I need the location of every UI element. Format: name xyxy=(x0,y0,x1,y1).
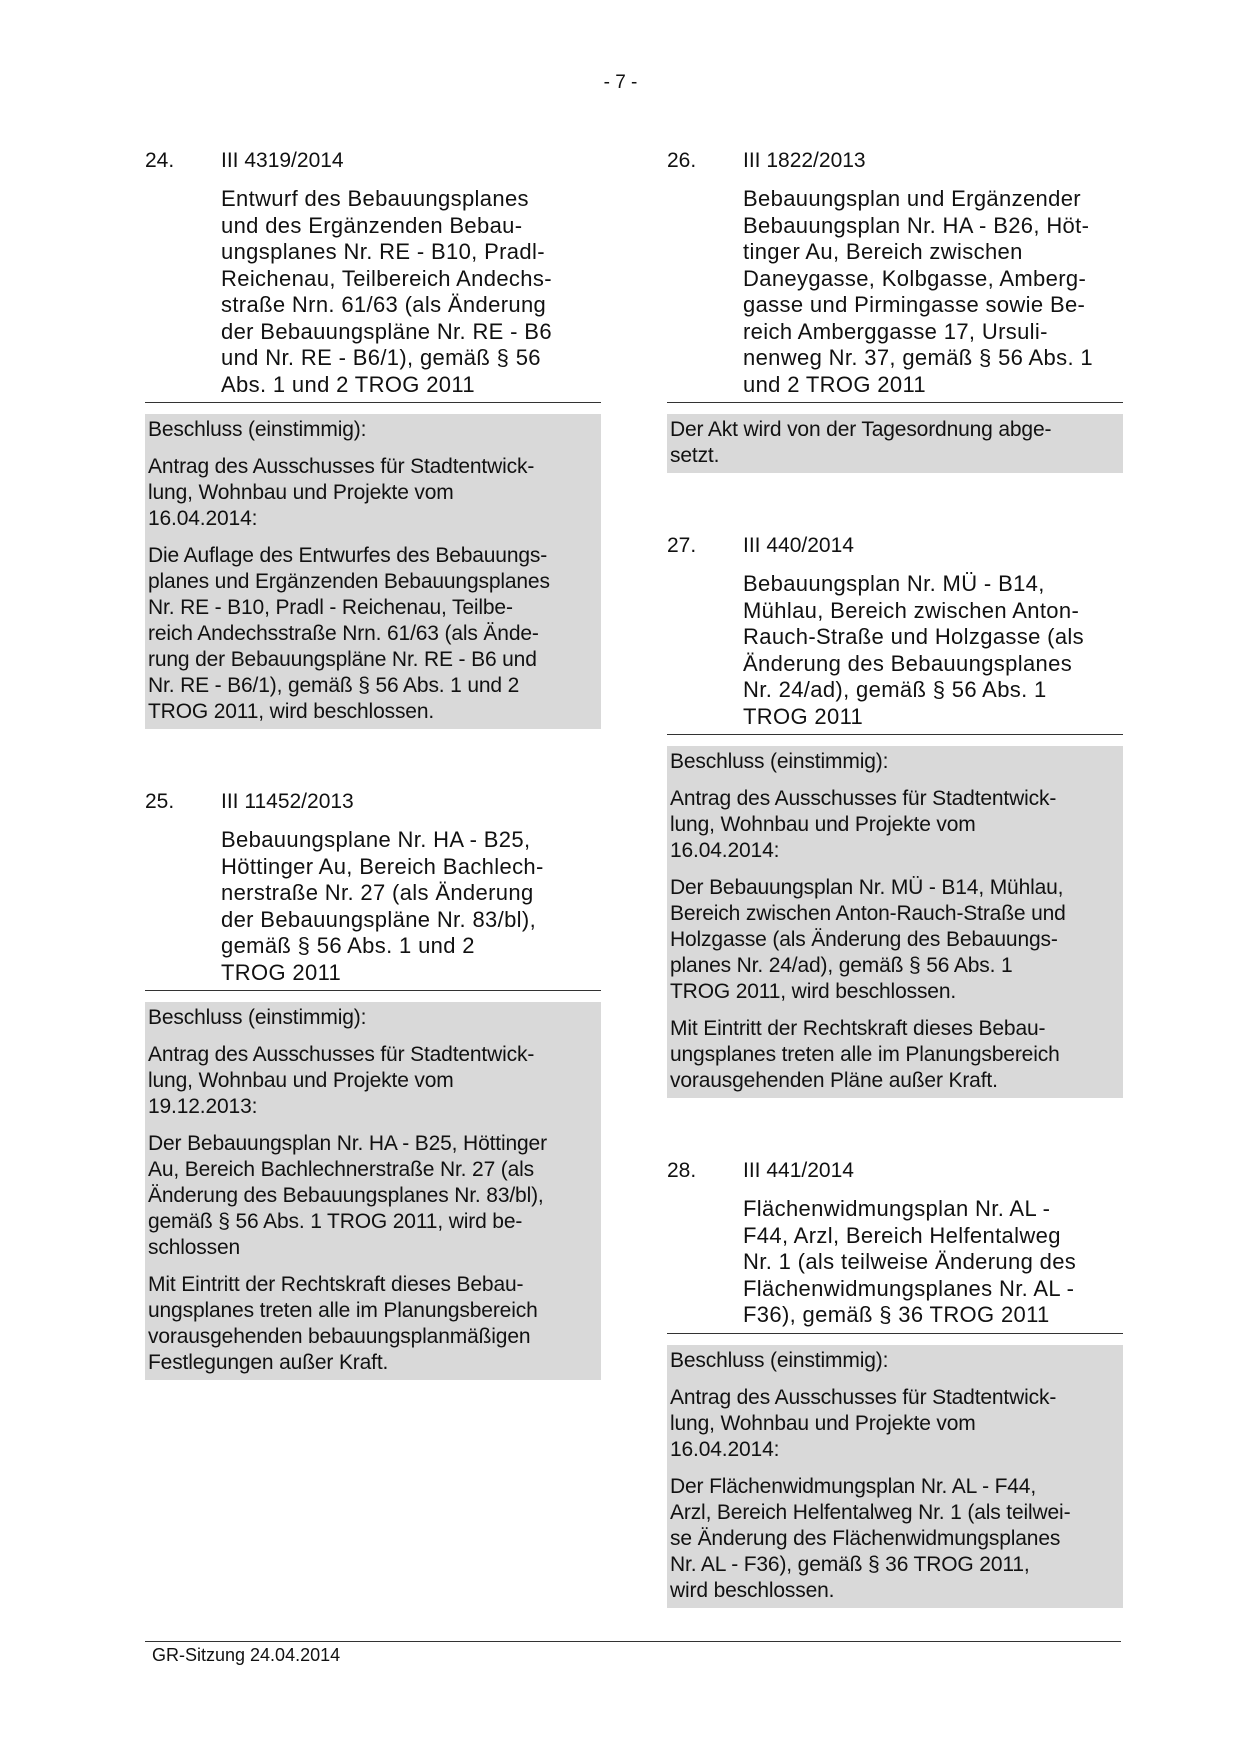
title-line: Abs. 1 und 2 TROG 2011 xyxy=(221,371,475,397)
title-line: Bebauungsplane Nr. HA - B25, xyxy=(221,827,531,852)
paragraph-line: Antrag des Ausschusses für Stadtentwick- xyxy=(148,455,535,478)
title-line: TROG 2011 xyxy=(221,959,342,985)
paragraph-line: Beschluss (einstimmig): xyxy=(670,750,889,773)
resolution-paragraph xyxy=(148,417,598,443)
resolution-paragraph xyxy=(148,1131,598,1261)
agenda-item xyxy=(667,533,1123,1098)
title-line: und 2 TROG 2011 xyxy=(743,371,926,397)
title-line: und des Ergänzenden Bebau- xyxy=(221,212,523,238)
title-line: F44, Arzl, Bereich Helfentalweg xyxy=(743,1222,1061,1248)
paragraph-line: se Änderung des Flächenwidmungsplanes xyxy=(670,1526,1061,1550)
title-line: Mühlau, Bereich zwischen Anton- xyxy=(743,597,1080,623)
paragraph-line: Beschluss (einstimmig): xyxy=(148,418,367,441)
item-number: 24. xyxy=(145,149,175,172)
item-title xyxy=(221,186,601,400)
item-title xyxy=(743,1196,1123,1331)
title-line: gasse und Pirmingasse sowie Be- xyxy=(743,292,1086,317)
paragraph-line: Mit Eintritt der Rechtskraft dieses Bebau- xyxy=(670,1017,1046,1040)
paragraph-line: lung, Wohnbau und Projekte vom xyxy=(148,1069,454,1092)
title-line: Bebauungsplan Nr. MÜ - B14, xyxy=(743,571,1045,596)
paragraph-line: Bereich zwischen Anton-Rauch-Straße und xyxy=(670,902,1066,925)
paragraph-line: Der Bebauungsplan Nr. HA - B25, Höttinger xyxy=(148,1132,547,1155)
title-line: reich Amberggasse 17, Ursuli- xyxy=(743,318,1048,344)
paragraph-line: 16.04.2014: xyxy=(670,1437,780,1461)
title-line: straße Nrn. 61/63 (als Änderung xyxy=(221,292,547,317)
item-title xyxy=(743,571,1123,732)
paragraph-line: Arzl, Bereich Helfentalweg Nr. 1 (als teilwei- xyxy=(670,1500,1071,1524)
resolution-paragraph xyxy=(148,1272,598,1376)
item-number: 27. xyxy=(667,534,697,557)
item-reference: III 11452/2013 xyxy=(221,790,354,813)
item-reference: III 4319/2014 xyxy=(221,149,344,172)
paragraph-line: Nr. RE - B10, Pradl - Reichenau, Teilbe- xyxy=(148,596,513,619)
title-line: tinger Au, Bereich zwischen xyxy=(743,239,1023,264)
resolution-paragraph xyxy=(670,417,1120,469)
paragraph-line: gemäß § 56 Abs. 1 TROG 2011, wird be- xyxy=(148,1210,523,1233)
agenda-item xyxy=(145,789,601,1380)
resolution-paragraph xyxy=(670,749,1120,775)
item-header xyxy=(667,148,1123,174)
item-divider xyxy=(667,402,1123,403)
paragraph-line: 16.04.2014: xyxy=(148,507,258,530)
paragraph-line: setzt. xyxy=(670,444,720,467)
resolution-paragraph xyxy=(148,1005,598,1031)
paragraph-line: Festlegungen außer Kraft. xyxy=(148,1351,389,1374)
paragraph-line: Nr. RE - B6/1), gemäß § 56 Abs. 1 und 2 xyxy=(148,674,520,697)
title-line: Flächenwidmungsplanes Nr. AL - xyxy=(743,1275,1075,1301)
agenda-item xyxy=(667,1158,1123,1608)
resolution-box xyxy=(145,414,601,729)
resolution-paragraph xyxy=(670,1474,1120,1604)
right-column xyxy=(667,148,1123,1668)
paragraph-line: lung, Wohnbau und Projekte vom xyxy=(670,813,976,836)
paragraph-line: Au, Bereich Bachlechnerstraße Nr. 27 (als xyxy=(148,1158,535,1181)
paragraph-line: Änderung des Bebauungsplanes Nr. 83/bl), xyxy=(148,1184,544,1207)
title-line: Bebauungsplan und Ergänzender xyxy=(743,186,1081,211)
item-header xyxy=(667,533,1123,559)
paragraph-line: TROG 2011, wird beschlossen. xyxy=(148,700,435,723)
title-line: Rauch-Straße und Holzgasse (als xyxy=(743,624,1085,649)
resolution-box xyxy=(667,746,1123,1098)
item-number: 25. xyxy=(145,790,175,813)
title-line: der Bebauungspläne Nr. 83/bl), xyxy=(221,906,537,932)
resolution-paragraph xyxy=(148,454,598,532)
agenda-item xyxy=(145,148,601,729)
paragraph-line: wird beschlossen. xyxy=(670,1578,835,1602)
item-header xyxy=(667,1158,1123,1184)
paragraph-line: planes und Ergänzenden Bebauungsplanes xyxy=(148,570,550,593)
resolution-paragraph xyxy=(670,875,1120,1005)
item-title xyxy=(743,186,1123,400)
item-title xyxy=(221,827,601,988)
item-divider xyxy=(667,1333,1123,1334)
title-line: Daneygasse, Kolbgasse, Amberg- xyxy=(743,265,1087,291)
paragraph-line: Beschluss (einstimmig): xyxy=(670,1348,889,1372)
item-header xyxy=(145,148,601,174)
item-header xyxy=(145,789,601,815)
agenda-item xyxy=(667,148,1123,473)
resolution-paragraph xyxy=(670,1016,1120,1094)
paragraph-line: Beschluss (einstimmig): xyxy=(148,1006,367,1029)
item-reference: III 440/2014 xyxy=(743,534,854,557)
paragraph-line: vorausgehenden Pläne außer Kraft. xyxy=(670,1069,998,1092)
paragraph-line: Holzgasse (als Änderung des Bebauungs- xyxy=(670,928,1058,951)
paragraph-line: Nr. AL - F36), gemäß § 36 TROG 2011, xyxy=(670,1552,1030,1576)
resolution-box xyxy=(667,414,1123,473)
resolution-paragraph xyxy=(670,1348,1120,1374)
title-line: Nr. 1 (als teilweise Änderung des xyxy=(743,1249,1077,1274)
item-divider xyxy=(145,402,601,403)
paragraph-line: lung, Wohnbau und Projekte vom xyxy=(670,1411,976,1435)
resolution-paragraph xyxy=(148,543,598,725)
footer-divider xyxy=(145,1641,1121,1642)
item-reference: III 1822/2013 xyxy=(743,149,866,172)
item-divider xyxy=(145,990,601,991)
paragraph-line: TROG 2011, wird beschlossen. xyxy=(670,980,957,1003)
paragraph-line: Die Auflage des Entwurfes des Bebauungs- xyxy=(148,544,548,567)
paragraph-line: Der Flächenwidmungsplan Nr. AL - F44, xyxy=(670,1474,1037,1498)
paragraph-line: rung der Bebauungspläne Nr. RE - B6 und xyxy=(148,648,537,671)
paragraph-line: Antrag des Ausschusses für Stadtentwick- xyxy=(670,787,1057,810)
title-line: ungsplanes Nr. RE - B10, Pradl- xyxy=(221,239,545,264)
title-line: Bebauungsplan Nr. HA - B26, Höt- xyxy=(743,212,1090,238)
paragraph-line: Mit Eintritt der Rechtskraft dieses Bebau- xyxy=(148,1273,524,1296)
title-line: Reichenau, Teilbereich Andechs- xyxy=(221,265,552,291)
title-line: TROG 2011 xyxy=(743,703,864,729)
page-number: - 7 - xyxy=(603,72,638,93)
resolution-paragraph xyxy=(670,1385,1120,1463)
paragraph-line: lung, Wohnbau und Projekte vom xyxy=(148,481,454,504)
paragraph-line: 16.04.2014: xyxy=(670,839,780,862)
resolution-paragraph xyxy=(148,1042,598,1120)
paragraph-line: ungsplanes treten alle im Planungsbereich xyxy=(148,1299,538,1322)
left-column xyxy=(145,148,601,1440)
paragraph-line: Antrag des Ausschusses für Stadtentwick- xyxy=(670,1385,1057,1409)
title-line: und Nr. RE - B6/1), gemäß § 56 xyxy=(221,345,541,370)
paragraph-line: vorausgehenden bebauungsplanmäßigen xyxy=(148,1325,531,1348)
paragraph-line: 19.12.2013: xyxy=(148,1095,258,1118)
item-number: 26. xyxy=(667,149,697,172)
title-line: Flächenwidmungsplan Nr. AL - xyxy=(743,1196,1051,1221)
title-line: nerstraße Nr. 27 (als Änderung xyxy=(221,880,534,905)
item-reference: III 441/2014 xyxy=(743,1159,854,1182)
paragraph-line: Antrag des Ausschusses für Stadtentwick- xyxy=(148,1043,535,1066)
title-line: gemäß § 56 Abs. 1 und 2 xyxy=(221,933,475,958)
footer-session-date: GR-Sitzung 24.04.2014 xyxy=(152,1645,341,1665)
item-divider xyxy=(667,734,1123,735)
title-line: F36), gemäß § 36 TROG 2011 xyxy=(743,1302,1050,1327)
resolution-paragraph xyxy=(670,786,1120,864)
title-line: der Bebauungspläne Nr. RE - B6 xyxy=(221,318,552,344)
paragraph-line: reich Andechsstraße Nrn. 61/63 (als Ände- xyxy=(148,622,539,645)
title-line: Änderung des Bebauungsplanes xyxy=(743,650,1073,676)
resolution-box xyxy=(667,1345,1123,1608)
title-line: Höttinger Au, Bereich Bachlech- xyxy=(221,853,544,879)
title-line: nenweg Nr. 37, gemäß § 56 Abs. 1 xyxy=(743,345,1093,370)
paragraph-line: planes Nr. 24/ad), gemäß § 56 Abs. 1 xyxy=(670,954,1013,977)
item-number: 28. xyxy=(667,1159,697,1182)
paragraph-line: schlossen xyxy=(148,1236,241,1259)
title-line: Nr. 24/ad), gemäß § 56 Abs. 1 xyxy=(743,677,1047,702)
paragraph-line: Der Bebauungsplan Nr. MÜ - B14, Mühlau, xyxy=(670,876,1064,899)
paragraph-line: Der Akt wird von der Tagesordnung abge- xyxy=(670,418,1052,441)
title-line: Entwurf des Bebauungsplanes xyxy=(221,186,529,211)
resolution-box xyxy=(145,1002,601,1380)
paragraph-line: ungsplanes treten alle im Planungsbereich xyxy=(670,1043,1060,1066)
